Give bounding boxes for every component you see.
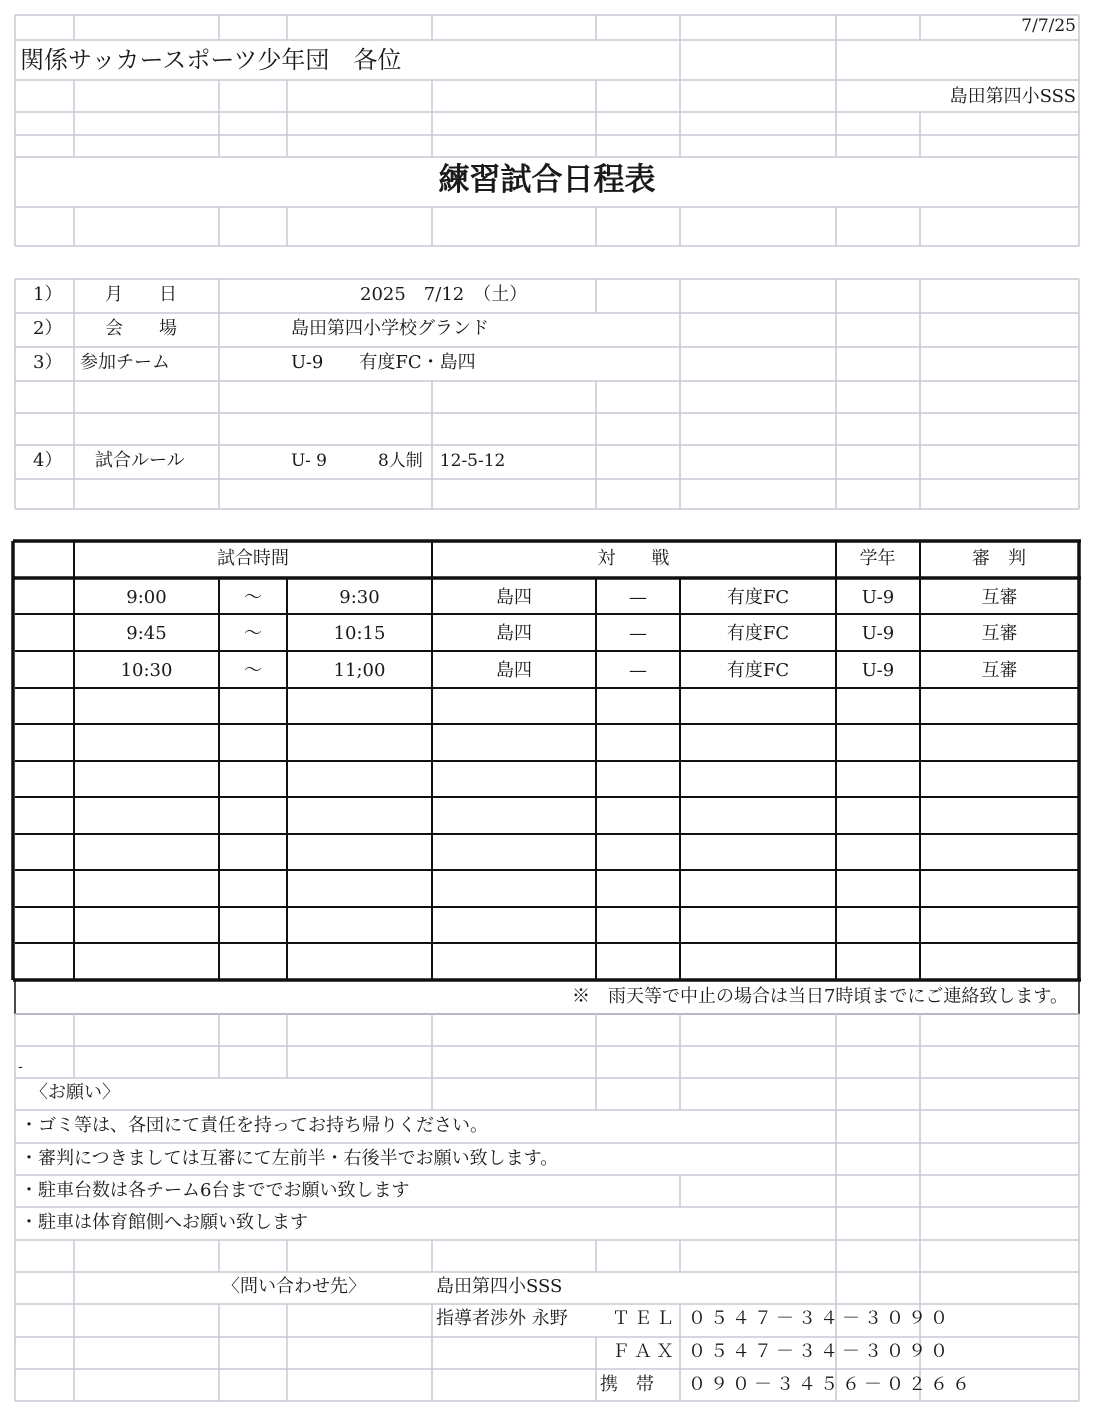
info-value-venue: 島田第四小学校グランド (291, 318, 489, 339)
info-label-venue: 会 場 (105, 318, 177, 339)
referee-cell: 互審 (981, 660, 1018, 681)
rain-note: ※ 雨天等で中止の場合は当日7時頃までにご連絡致します。 (571, 986, 1068, 1007)
end-time: 10:15 (333, 623, 386, 644)
contact-org: 島田第四小SSS (436, 1276, 563, 1297)
request-item: ・審判につきましては互審にて左前半・右後半でお願い致します。 (20, 1148, 559, 1169)
sender-text: 島田第四小SSS (949, 86, 1076, 107)
info-num-4: 4） (33, 450, 63, 471)
grade-cell: U-9 (861, 660, 895, 681)
header-match-time: 試合時間 (217, 548, 289, 569)
recipient-text: 関係サッカースポーツ少年団 各位 (20, 46, 402, 74)
info-num-2: 2） (33, 318, 63, 339)
info-label-date: 月 日 (105, 284, 177, 305)
header-referee: 審 判 (972, 548, 1026, 569)
contact-label: 〈問い合わせ先〉 (222, 1276, 366, 1297)
header-grade: 学年 (859, 548, 896, 569)
time-separator: ～ (244, 660, 262, 681)
start-time: 9:45 (126, 623, 167, 644)
start-time: 9:00 (126, 587, 167, 608)
away-team: 有度FC (726, 587, 790, 608)
stray-dash: - (18, 1059, 23, 1075)
info-label-rules: 試合ルール (95, 450, 185, 471)
fax-label: ＦＡＸ (612, 1341, 678, 1362)
grade-cell: U-9 (861, 623, 895, 644)
document-title: 練習試合日程表 (438, 162, 656, 198)
request-item: ・駐車台数は各チーム6台まででお願い致します (20, 1180, 410, 1201)
time-separator: ～ (244, 587, 262, 608)
fax-number: ０５４７－３４－３０９０ (688, 1341, 952, 1362)
header-matchup: 対 戦 (597, 548, 670, 569)
end-time: 9:30 (339, 587, 380, 608)
home-team: 島四 (496, 587, 532, 608)
referee-cell: 互審 (981, 623, 1018, 644)
info-num-1: 1） (33, 284, 63, 305)
referee-cell: 互審 (981, 587, 1018, 608)
versus-dash: — (629, 587, 647, 608)
contact-person: 指導者渉外 永野 (436, 1308, 568, 1329)
start-time: 10:30 (120, 660, 173, 681)
issue-date: 7/7/25 (1021, 16, 1076, 36)
info-value-rules: U- 9 8人制 12-5-12 (291, 451, 506, 471)
info-value-date: 2025 7/12 （土） (360, 284, 528, 305)
end-time: 11;00 (333, 660, 386, 681)
versus-dash: — (629, 660, 647, 681)
grade-cell: U-9 (861, 587, 895, 608)
home-team: 島四 (496, 623, 532, 644)
mobile-number: ０９０－３４５６－０２６６ (688, 1374, 974, 1395)
info-value-teams: U-9 有度FC・島四 (291, 352, 476, 373)
away-team: 有度FC (726, 660, 790, 681)
mobile-label: 携 帯 (600, 1374, 654, 1395)
request-item: ・ゴミ等は、各団にて責任を持ってお持ち帰りください。 (20, 1115, 488, 1136)
away-team: 有度FC (726, 623, 790, 644)
info-num-3: 3） (33, 352, 63, 373)
requests-title: 〈お願い〉 (30, 1082, 120, 1103)
tel-number: ０５４７－３４－３０９０ (688, 1308, 952, 1329)
time-separator: ～ (244, 623, 262, 644)
info-label-teams: 参加チーム (80, 352, 170, 373)
versus-dash: — (629, 623, 647, 644)
home-team: 島四 (496, 660, 532, 681)
tel-label: ＴＥＬ (612, 1308, 678, 1329)
request-item: ・駐車は体育館側へお願い致します (20, 1212, 308, 1233)
